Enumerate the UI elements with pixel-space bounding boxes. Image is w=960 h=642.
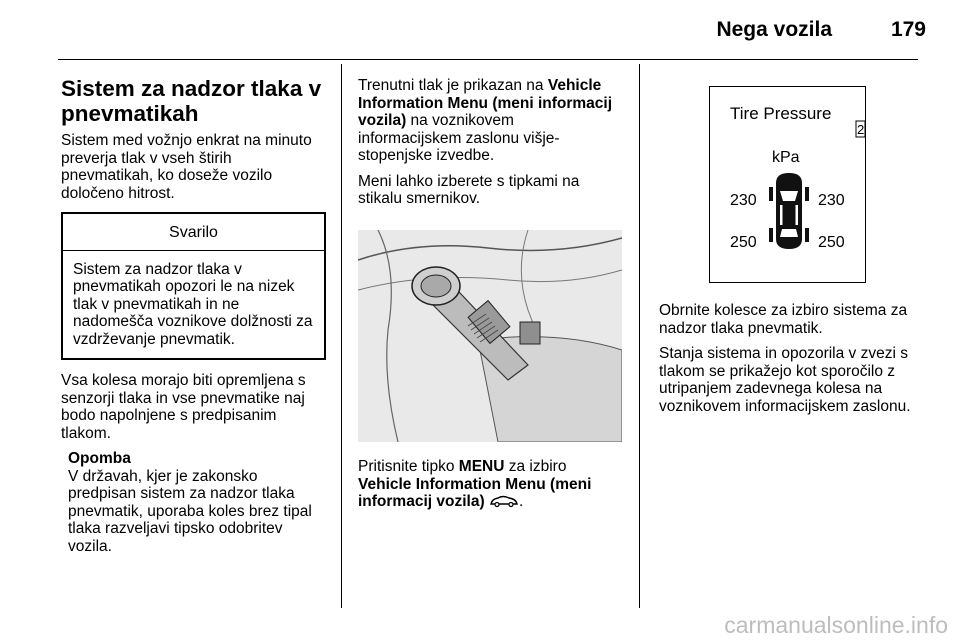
text-run: na voznikovem informacijskem zaslonu višje-stopenjske izvedbe. [358,112,560,164]
vehicle-info-icon [489,494,519,508]
unit-label: kPa [772,149,800,166]
front-right-pressure: 230 [818,192,845,209]
column-divider-1 [341,64,342,608]
watermark: carmanualsonline.info [724,612,948,638]
status-paragraph: Stanja sistema in opozorila v zvezi s tlakom se prikažejo kot sporočilo z utripanjem zadevnega kolesa na voznikovem informacijskem zaslonu. [659,345,911,415]
front-left-pressure: 230 [730,192,757,209]
intro-paragraph: Sistem med vožnjo enkrat na minuto preverja tlak v vseh štirih pnevmatikah, ko doseže vozilo določeno hitrost. [61,132,312,202]
car-top-view-icon [769,173,809,249]
section-title-line-2: pnevmatikah [61,101,199,126]
section-title-line-1: Sistem za nadzor tlaka v [61,76,322,101]
turn-signal-lever-illustration [358,230,622,442]
display-paragraph [358,77,620,165]
column-1 [61,76,326,555]
rear-left-pressure: 250 [730,234,757,251]
running-header-title: Nega vozila [716,18,832,41]
text-run: . [518,493,524,510]
select-system-paragraph: Obrnite kolesce za izbiro sistema za nadzor tlaka pnevmatik. [659,302,908,337]
warning-box [61,212,326,360]
column-3 [659,302,921,423]
section-title [61,76,326,126]
header-rule [58,59,918,60]
note-title: Opomba [68,450,131,467]
text-run: za izbiro [504,458,567,475]
column-2 [358,77,620,519]
page-number: 179 [890,18,926,41]
menu-button-paragraph [358,458,620,511]
note-text: V državah, kjer je zakonsko predpisan sistem za nadzor tlaka pnevmatik, uporaba koles brez tipal tlaka razveljavi tipsko odobritev vozila. [68,467,312,555]
page-indicator: 2 [857,122,865,137]
text-run: Pritisnite tipko [358,458,459,475]
tire-pressure-graphic [710,87,865,282]
sensors-paragraph: Vsa kolesa morajo biti opremljena s senzorji tlaka in vse pnevmatike naj bodo napolnjene s predpisanim tlakom. [61,372,306,442]
warning-text: Sistem za nadzor tlaka v pnevmatikah opozori le na nizek tlak v pnevmatikah in ne nadomešča voznikove dolžnosti za vzdrževanje pnevmatik. [73,260,313,348]
tire-pressure-display [709,86,866,283]
menu-button-label: MENU [458,458,505,475]
text-run: Trenutni tlak je prikazan na [358,77,548,94]
note-block [61,450,326,555]
warning-title: Svarilo [63,214,324,251]
menu-select-paragraph: Meni lahko izberete s tipkami na stikalu smernikov. [358,172,580,207]
rear-right-pressure: 250 [818,234,845,251]
menu-name-bold: Vehicle Information Menu (meni informacij vozila) [358,475,592,510]
column-divider-2 [639,64,640,608]
tire-pressure-title: Tire Pressure [730,104,832,123]
menu-name-bold: Vehicle Information Menu (meni informacij vozila) [358,77,613,129]
